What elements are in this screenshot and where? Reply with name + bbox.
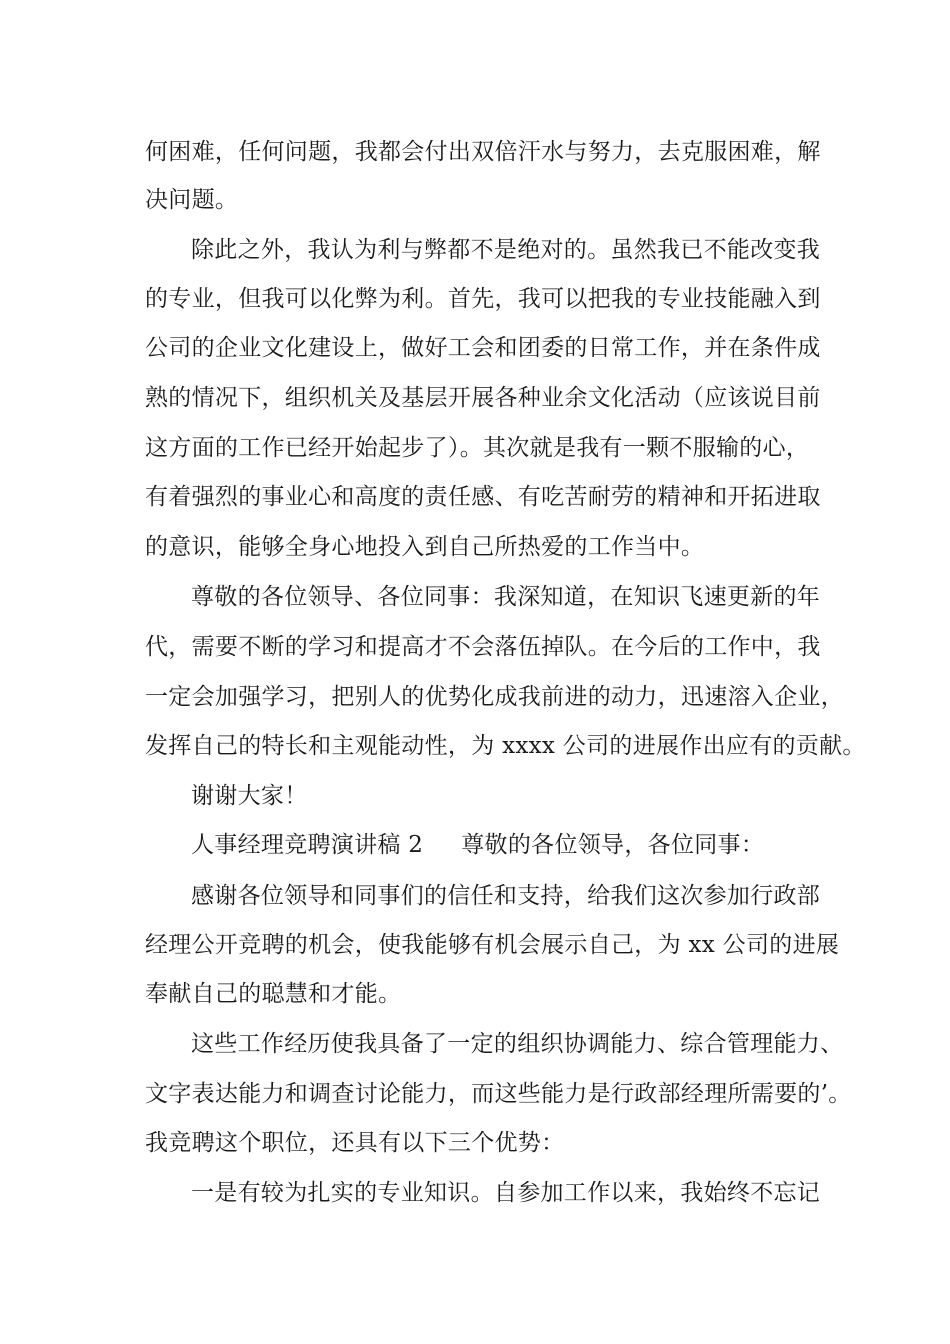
text-line: 奉献自己的聪慧和才能。 <box>145 981 402 1007</box>
text-line: 我竞聘这个职位，还具有以下三个优势： <box>145 1130 565 1156</box>
text-line: 代，需要不断的学习和提高才不会落伍掉队。在今后的工作中，我 <box>145 634 821 660</box>
heading-line <box>191 821 825 869</box>
text-line: 决问题。 <box>145 187 239 213</box>
text-line: 尊敬的各位领导、各位同事：我深知道，在知识飞速更新的年 <box>191 584 821 610</box>
text-line: 的专业，但我可以化弊为利。首先，我可以把我的专业技能融入到 <box>145 286 821 312</box>
text-line: 经理公开竞聘的机会，使我能够有机会展示自己，为 xx 公司的进展 <box>145 932 840 958</box>
text-line: 这些工作经历使我具备了一定的组织协调能力、综合管理能力、 <box>191 1031 844 1057</box>
text-line: 何困难，任何问题，我都会付出双倍汗水与努力，去克服困难，解 <box>145 139 821 165</box>
text-line: 这方面的工作已经开始起步了）。其次就是我有一颗不服输的心， <box>145 435 810 461</box>
section-title: 人事经理竞聘演讲稿 2 <box>191 832 424 858</box>
text-line: 文字表达能力和调查讨论能力，而这些能力是行政部经理所需要的’。 <box>145 1081 852 1107</box>
text-line: 一是有较为扎实的专业知识。自参加工作以来，我始终不忘记 <box>191 1180 821 1206</box>
salutation: 尊敬的各位领导，各位同事： <box>461 832 765 858</box>
text-line: 发挥自己的特长和主观能动性，为 xxxx 公司的进展作出应有的贡献。 <box>145 733 866 759</box>
text-line: 谢谢大家！ <box>191 783 308 809</box>
text-line: 一定会加强学习，把别人的优势化成我前进的动力，迅速溶入企业， <box>145 684 844 710</box>
text-line: 感谢各位领导和同事们的信任和支持，给我们这次参加行政部 <box>191 883 821 909</box>
text-line: 公司的企业文化建设上，做好工会和团委的日常工作，并在条件成 <box>145 335 821 361</box>
text-line: 除此之外，我认为利与弊都不是绝对的。虽然我已不能改变我 <box>191 237 821 263</box>
text-line: 熟的情况下，组织机关及基层开展各种业余文化活动（应该说目前 <box>145 385 821 411</box>
text-line: 有着强烈的事业心和高度的责任感、有吃苦耐劳的精神和开拓进取 <box>145 484 821 510</box>
text-line: 的意识，能够全身心地投入到自己所热爱的工作当中。 <box>145 534 705 560</box>
